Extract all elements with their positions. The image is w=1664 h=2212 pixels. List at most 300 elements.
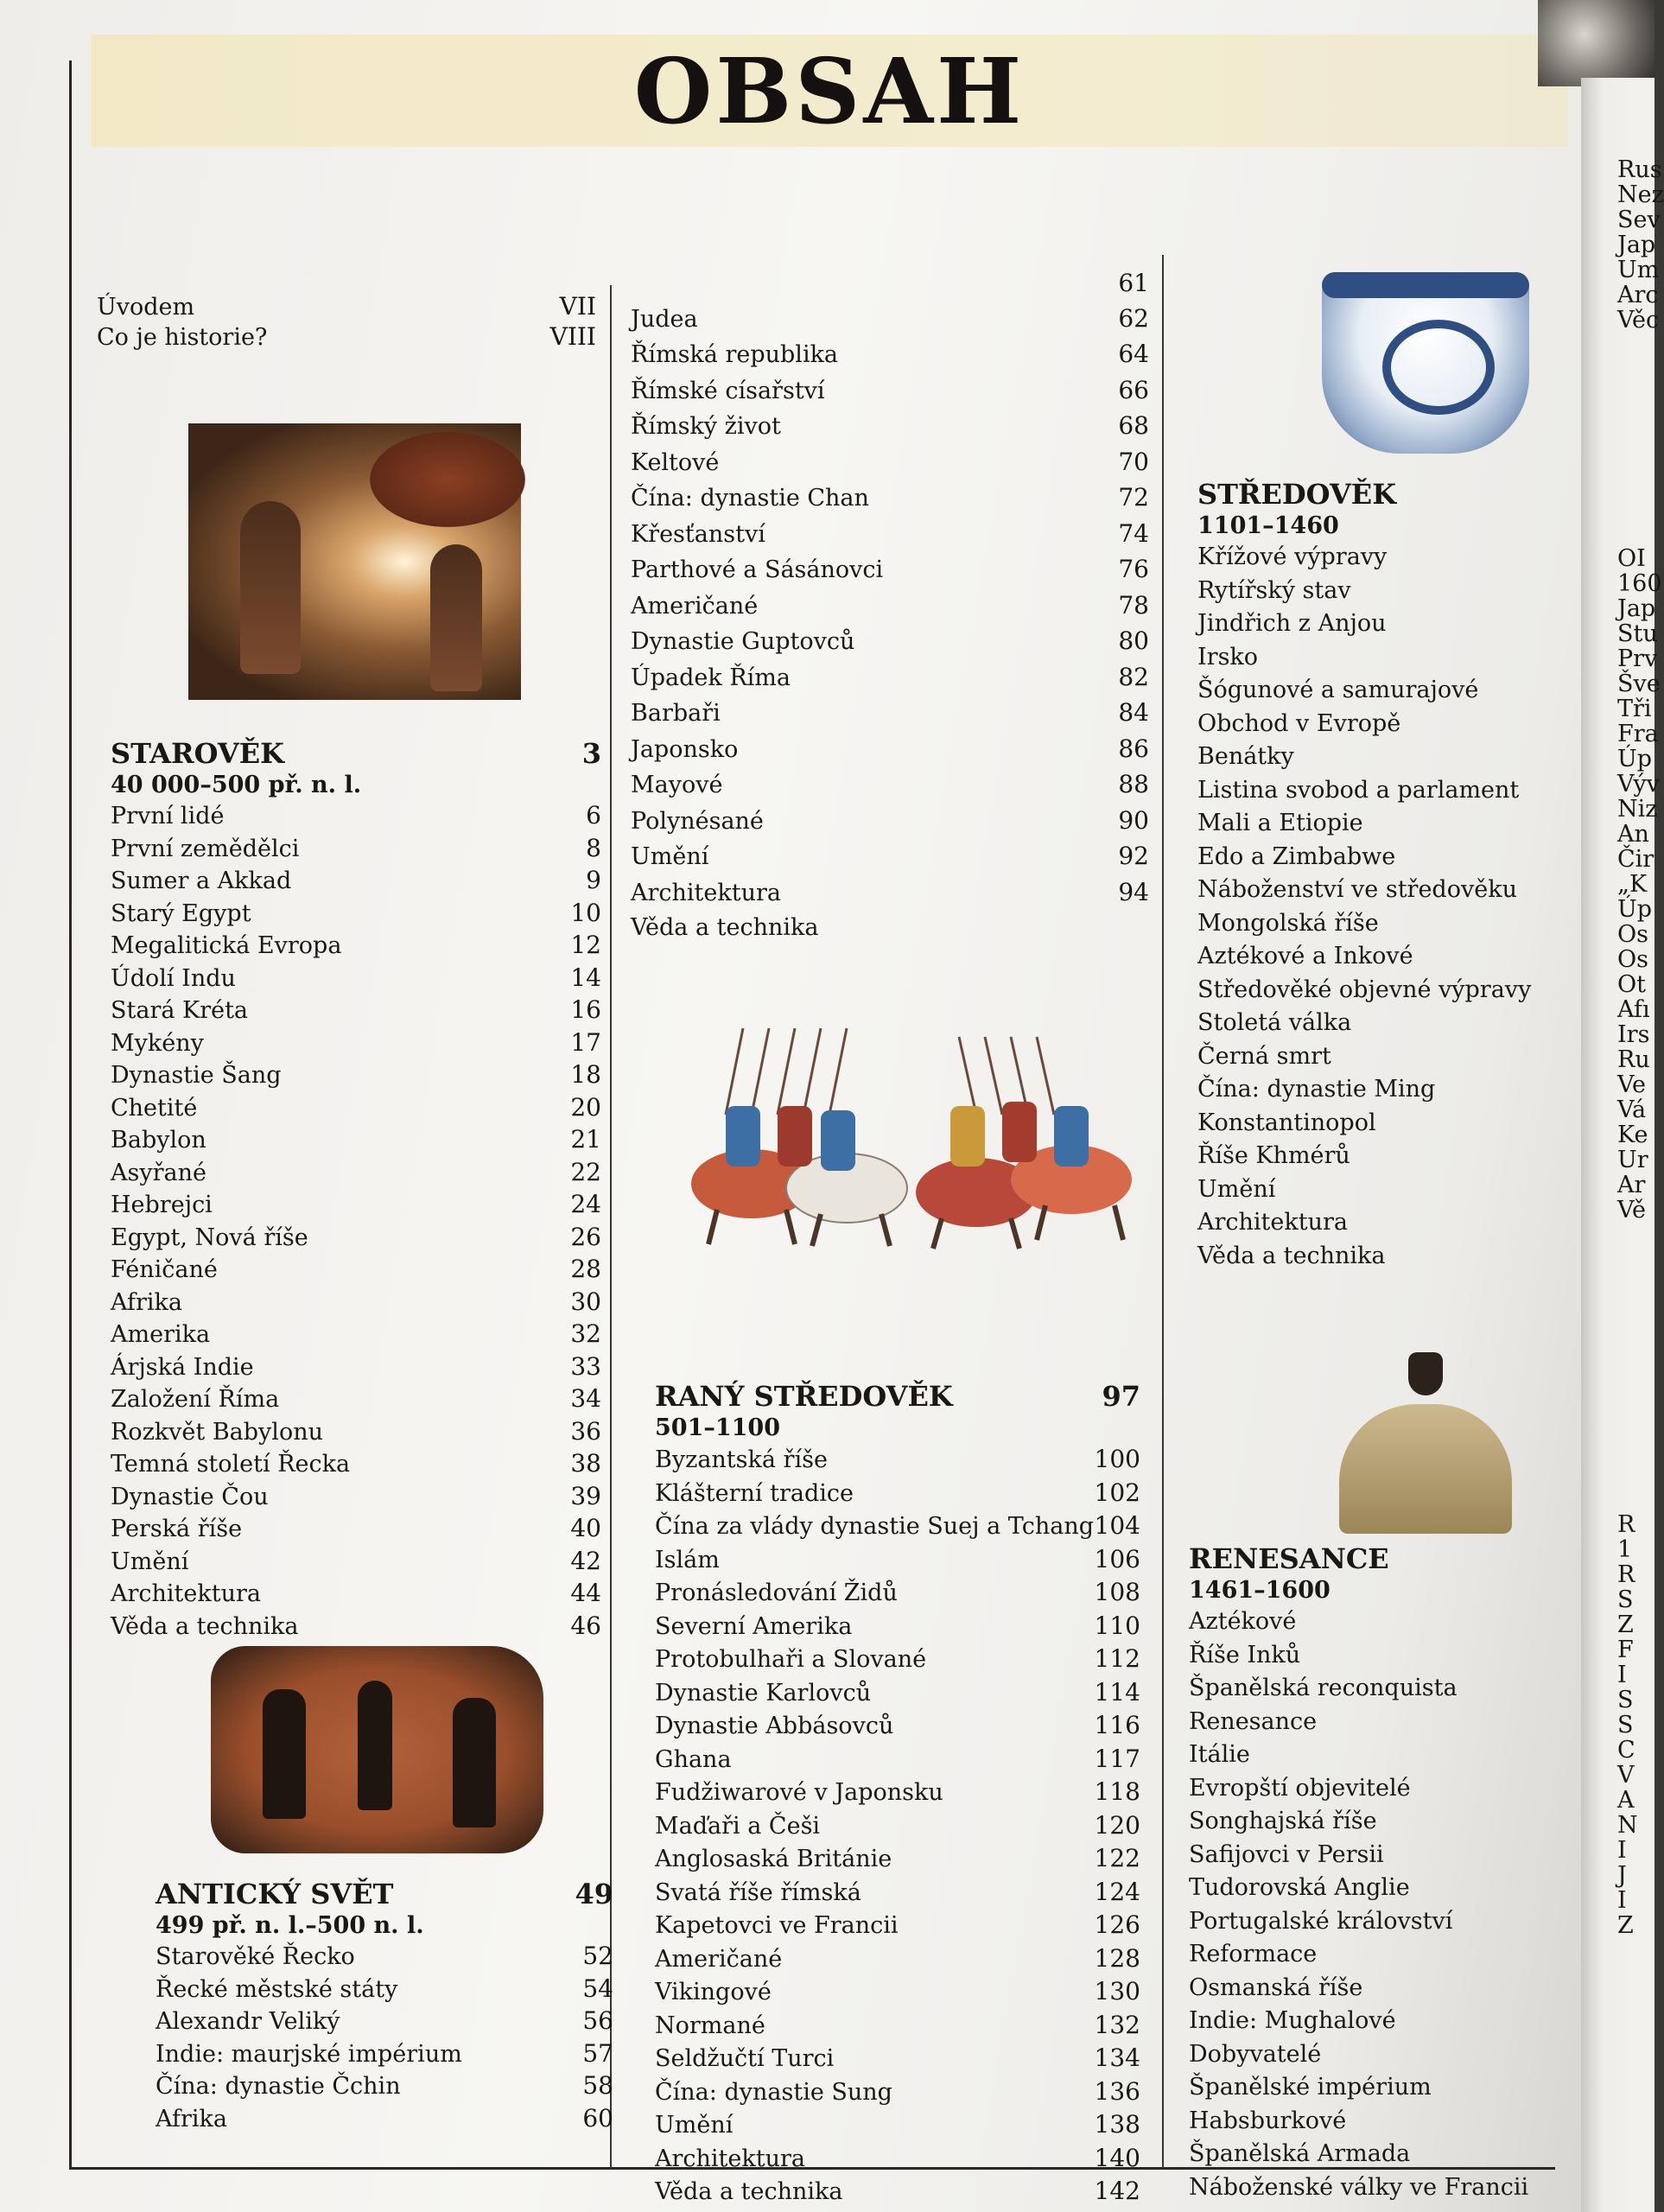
- toc-entry-label: Konstantinopol: [1197, 1109, 1376, 1136]
- fur-background: [1538, 0, 1654, 86]
- section-renesance: [1189, 1541, 1560, 2204]
- toc-entry-page: 76: [1118, 555, 1149, 583]
- toc-entry-page: 34: [570, 1384, 601, 1413]
- toc-entry-page: 130: [1094, 1977, 1140, 2005]
- toc-entry: [1197, 708, 1560, 741]
- toc-entry-label: Úpadek Říma: [631, 664, 791, 691]
- toc-entry: [111, 1416, 601, 1449]
- toc-entry-label: Dynastie Šang: [111, 1062, 282, 1089]
- toc-entry-label: Protobulhaři a Slované: [655, 1646, 927, 1673]
- next-page-entry: F: [1617, 1637, 1634, 1663]
- toc-entry: [1197, 741, 1560, 774]
- section-title-row: [655, 1379, 1140, 1414]
- section-range: 1461–1600: [1189, 1577, 1331, 1604]
- toc-entry: [111, 833, 601, 866]
- toc-entry-label: Aztékové a Inkové: [1197, 943, 1413, 969]
- toc-entry-label: Rozkvět Babylonu: [111, 1418, 323, 1446]
- toc-entry: [655, 1842, 1140, 1876]
- toc-entry-page: 140: [1094, 2143, 1140, 2172]
- toc-entry: [655, 1443, 1140, 1477]
- section-title: RENESANCE: [1189, 1542, 1389, 1575]
- toc-entry-page: 14: [570, 963, 601, 992]
- toc-entry-page: 74: [1118, 518, 1149, 548]
- page-title: OBSAH: [633, 37, 1026, 144]
- toc-entry-label: Itálie: [1189, 1741, 1250, 1768]
- toc-entry: [1197, 774, 1560, 808]
- toc-entry-page: 92: [1118, 842, 1149, 870]
- next-page-entry: Os: [1617, 946, 1648, 973]
- toc-entry-label: Judea: [631, 305, 698, 333]
- human-figure: [430, 544, 482, 691]
- toc-entry-label: Indie: Mughalové: [1189, 2007, 1396, 2034]
- next-page-entry: „K: [1617, 871, 1648, 898]
- toc-entry-label: Mayové: [631, 772, 723, 798]
- toc-entry: [1189, 2105, 1560, 2139]
- toc-entry: [111, 1027, 601, 1060]
- toc-entry: [1197, 674, 1560, 708]
- next-page-entry: Ve: [1617, 1071, 1646, 1098]
- next-page-entry: Úp: [1617, 896, 1653, 923]
- next-page-entry: Čir: [1617, 846, 1654, 873]
- toc-entry-label: Egypt, Nová říše: [111, 1224, 308, 1251]
- next-page-entry: Ur: [1617, 1147, 1648, 1173]
- toc-entry-page: 40: [570, 1514, 601, 1542]
- toc-entry-label: Čína: dynastie Sung: [655, 2078, 892, 2106]
- toc-entry-page: 80: [1118, 626, 1149, 655]
- toc-entry: [111, 1481, 601, 1514]
- toc-list-starovek: [111, 800, 601, 1643]
- toc-entry-label: Architektura: [655, 2145, 805, 2172]
- toc-entry: [655, 1942, 1140, 1976]
- toc-entry-page: 33: [570, 1351, 601, 1381]
- section-rany: [655, 1379, 1140, 2209]
- toc-entry: [655, 1809, 1140, 1843]
- next-page-entry: Fra: [1617, 721, 1659, 747]
- toc-entry-label: Španělská reconquista: [1189, 1675, 1458, 1701]
- toc-entry: [1189, 1605, 1560, 1639]
- toc-entry: [631, 911, 1149, 946]
- toc-entry-page: 90: [1118, 805, 1149, 835]
- next-page-entry: Ar: [1617, 1172, 1646, 1198]
- toc-entry: [156, 2005, 613, 2038]
- next-page-entry: C: [1617, 1737, 1635, 1764]
- toc-entry-page: 94: [1118, 877, 1149, 906]
- toc-entry-label: Křížové výpravy: [1197, 543, 1388, 570]
- next-page-entry: Z: [1617, 1912, 1634, 1939]
- toc-entry-page: 12: [570, 931, 601, 959]
- next-page-entry: V: [1617, 1762, 1635, 1789]
- toc-entry: [111, 1222, 601, 1255]
- toc-entry: [1189, 1872, 1560, 1905]
- toc-entry: [111, 995, 601, 1027]
- toc-entry-page: 122: [1094, 1844, 1140, 1872]
- next-page-entry: Vě: [1617, 1197, 1646, 1224]
- toc-entry-page: 136: [1094, 2076, 1140, 2106]
- toc-entry: [111, 1578, 601, 1611]
- toc-entry-page: 61: [1118, 269, 1149, 297]
- next-page-entry: Ru: [1617, 1046, 1650, 1073]
- toc-entry-page: 10: [570, 898, 601, 927]
- toc-entry-page: 120: [1094, 1810, 1140, 1840]
- section-range: 1101–1460: [1197, 512, 1339, 539]
- toc-entry: [1189, 1738, 1560, 1772]
- toc-entry-label: Byzantská říše: [655, 1446, 828, 1473]
- toc-entry-label: Mali a Etiopie: [1197, 810, 1363, 836]
- toc-entry: [1197, 1206, 1560, 1240]
- toc-entry: [1197, 874, 1560, 907]
- next-page-entry: Tři: [1617, 696, 1652, 722]
- toc-entry: [111, 1059, 601, 1092]
- next-page-entry: Věc: [1617, 307, 1660, 334]
- toc-entry-label: Kapetovci ve Francii: [655, 1912, 899, 1939]
- toc-entry: [1189, 1672, 1560, 1706]
- toc-entry: [631, 373, 1149, 410]
- toc-entry-label: Temná století Řecka: [111, 1451, 351, 1478]
- toc-entry-page: 102: [1094, 1478, 1140, 1507]
- next-page-list-mid: [1617, 546, 1662, 1223]
- toc-entry-label: Dynastie Čou: [111, 1483, 269, 1510]
- toc-entry-label: Američané: [655, 1945, 783, 1973]
- next-page-entry: Šve: [1617, 671, 1661, 697]
- toc-entry-label: Architektura: [631, 879, 781, 906]
- samurai-robe: [1339, 1404, 1512, 1534]
- toc-entry-label: První zemědělci: [111, 835, 300, 862]
- toc-entry: [655, 2009, 1140, 2043]
- toc-entry: [631, 624, 1149, 660]
- vase-figure: [453, 1698, 496, 1827]
- toc-entry-label: Ghana: [655, 1745, 732, 1773]
- toc-entry-label: Megalitická Evropa: [111, 932, 342, 959]
- toc-entry: [1189, 2005, 1560, 2038]
- next-page-entry: Výv: [1617, 771, 1660, 798]
- toc-list-anticky: [156, 1941, 613, 2135]
- toc-entry: [1197, 841, 1560, 874]
- toc-entry-label: Aztékové: [1189, 1608, 1297, 1635]
- toc-entry: [631, 337, 1149, 373]
- toc-entry: [1189, 1938, 1560, 1972]
- section-page: 49: [575, 1878, 613, 1910]
- toc-entry-label: Vikingové: [655, 1979, 772, 2005]
- section-starovek: [111, 736, 601, 1643]
- toc-entry-page: 108: [1094, 1578, 1140, 1606]
- toc-entry: [655, 1510, 1140, 1543]
- toc-entry-label: Klášterní tradice: [655, 1479, 854, 1507]
- toc-entry-label: Barbaři: [631, 700, 721, 727]
- toc-entry-label: Věda a technika: [655, 2178, 843, 2205]
- toc-entry-label: Irsko: [1197, 643, 1259, 671]
- toc-entry: [631, 839, 1149, 875]
- next-page-entry: Úp: [1617, 746, 1653, 772]
- toc-entry-label: Věda a technika: [1197, 1242, 1386, 1269]
- toc-entry-label: Seldžučtí Turci: [655, 2045, 835, 2072]
- toc-entry-label: Římský život: [631, 413, 781, 440]
- toc-entry-label: Perská říše: [111, 1516, 243, 1542]
- next-page-entry: An: [1617, 821, 1649, 848]
- toc-entry: [1189, 2138, 1560, 2171]
- toc-entry: [111, 1319, 601, 1351]
- toc-entry: [111, 1351, 601, 1384]
- section-page: 3: [581, 737, 601, 770]
- section-anticky-continued: [631, 266, 1149, 946]
- toc-entry: [1197, 807, 1560, 841]
- toc-entry: [1189, 2171, 1560, 2205]
- toc-entry-page: 22: [570, 1157, 601, 1186]
- toc-entry: [156, 1941, 613, 1974]
- toc-entry-label: Španělské impérium: [1189, 2074, 1432, 2101]
- toc-entry: [655, 1876, 1140, 1910]
- section-title: ANTICKÝ SVĚT: [156, 1878, 394, 1910]
- toc-entry-label: Amerika: [111, 1321, 211, 1348]
- greek-vase-painting-image: [211, 1646, 543, 1853]
- toc-entry-label: Dynastie Guptovců: [631, 628, 855, 655]
- toc-entry: [111, 1287, 601, 1319]
- toc-entry: [631, 517, 1149, 553]
- section-title-row: [156, 1877, 613, 1911]
- toc-entry: [1189, 1706, 1560, 1739]
- toc-entry-page: 39: [570, 1481, 601, 1510]
- toc-entry: [655, 2175, 1140, 2209]
- toc-entry: [655, 2142, 1140, 2176]
- toc-entry-label: První lidé: [111, 803, 225, 830]
- toc-entry-page: 42: [570, 1546, 601, 1575]
- bison-figure: [370, 432, 525, 527]
- toc-list-stredovek: [1197, 541, 1560, 1273]
- toc-entry-label: Šógunové a samurajové: [1197, 677, 1479, 703]
- toc-entry-label: Dobyvatelé: [1189, 2040, 1322, 2068]
- toc-entry-label: Věda a technika: [631, 914, 819, 941]
- section-range: 40 000–500 př. n. l.: [111, 772, 362, 798]
- toc-entry-page: 110: [1094, 1611, 1140, 1640]
- toc-entry-page: 66: [1118, 375, 1149, 404]
- section-page: 97: [1102, 1380, 1140, 1413]
- column-1: [97, 292, 596, 353]
- toc-entry-page: 70: [1118, 447, 1149, 476]
- toc-entry-label: Afrika: [111, 1288, 183, 1316]
- toc-entry: [655, 1776, 1140, 1809]
- next-page-entry: I: [1617, 1837, 1627, 1864]
- toc-entry-label: Habsburkové: [1189, 2107, 1347, 2134]
- toc-entry-label: Pronásledování Židů: [655, 1580, 898, 1606]
- toc-entry: [1197, 1040, 1560, 1074]
- toc-entry-label: Úvodem: [97, 294, 195, 321]
- toc-entry-label: Řecké městské státy: [156, 1975, 398, 2003]
- toc-entry-label: Polynésané: [631, 807, 764, 835]
- toc-entry-label: Rytířský stav: [1197, 576, 1351, 604]
- toc-entry-page: 36: [570, 1416, 601, 1446]
- next-page-entry: Jap: [1617, 595, 1656, 622]
- column-divider-2: [1162, 255, 1164, 2169]
- toc-entry: [631, 732, 1149, 768]
- toc-entry-label: Co je historie?: [97, 324, 268, 351]
- toc-entry: [111, 1513, 601, 1546]
- cave-painting-image: [188, 423, 521, 700]
- toc-entry-page: VII: [559, 292, 596, 321]
- toc-entry: [97, 292, 596, 322]
- section-title: STŘEDOVĚK: [1197, 478, 1396, 511]
- next-page-entry: Stu: [1617, 620, 1658, 647]
- toc-entry-page: 78: [1118, 590, 1149, 620]
- toc-entry-label: Anglosaská Británie: [655, 1846, 892, 1872]
- toc-entry-label: Říše Inků: [1189, 1641, 1301, 1669]
- toc-entry-label: Obchod v Evropě: [1197, 709, 1401, 737]
- toc-entry-label: Hebrejci: [111, 1192, 213, 1218]
- toc-entry-label: Středověké objevné výpravy: [1197, 976, 1532, 1003]
- next-page-entry: I: [1617, 1887, 1627, 1914]
- toc-entry: [655, 1975, 1140, 2009]
- toc-entry: [1197, 974, 1560, 1007]
- next-page-entry: S: [1617, 1712, 1634, 1738]
- horsemen-illustration-image: [691, 1020, 1149, 1253]
- next-page-entry: Sev: [1617, 207, 1661, 233]
- toc-entry-page: 138: [1094, 2110, 1140, 2139]
- toc-entry-page: 100: [1094, 1445, 1140, 1473]
- toc-entry-label: Španělská Armada: [1189, 2140, 1411, 2167]
- toc-entry: [655, 2075, 1140, 2109]
- toc-entry-page: 106: [1094, 1544, 1140, 1573]
- toc-entry-label: Benátky: [1197, 743, 1294, 770]
- section-title: RANÝ STŘEDOVĚK: [655, 1380, 953, 1413]
- next-page-entry: Ke: [1617, 1122, 1648, 1148]
- toc-entry: [1189, 1839, 1560, 1872]
- section-range: 499 př. n. l.–500 n. l.: [156, 1912, 424, 1939]
- toc-entry: [631, 480, 1149, 517]
- toc-entry: [631, 445, 1149, 481]
- toc-entry: [631, 588, 1149, 625]
- toc-entry-page: 32: [570, 1319, 601, 1348]
- toc-entry-page: 114: [1094, 1677, 1140, 1707]
- toc-entry-label: Čína: dynastie Čchin: [156, 2073, 401, 2100]
- bowl-rim: [1322, 272, 1529, 298]
- toc-entry-page: 86: [1118, 734, 1149, 763]
- next-page-entry: R: [1617, 1561, 1635, 1588]
- toc-entry-page: 124: [1094, 1877, 1140, 1906]
- toc-entry-label: Portugalské království: [1189, 1907, 1453, 1935]
- vase-figure: [263, 1689, 306, 1819]
- next-page-entry: Niz: [1617, 796, 1658, 823]
- next-page-entry: Arc: [1617, 282, 1659, 308]
- section-title: STAROVĚK: [111, 737, 284, 770]
- toc-entry: [111, 800, 601, 833]
- toc-entry-page: 134: [1094, 2044, 1140, 2072]
- toc-entry: [1197, 1240, 1560, 1274]
- toc-entry-label: Mykény: [111, 1029, 204, 1057]
- toc-entry: [156, 2103, 613, 2136]
- toc-entry-label: Římská republika: [631, 341, 839, 368]
- toc-entry-label: Svatá říše římská: [655, 1878, 861, 1906]
- toc-entry-label: Američané: [631, 592, 759, 620]
- toc-list-rany: [655, 1443, 1140, 2209]
- toc-entry: [1197, 1140, 1560, 1173]
- toc-entry-label: Sumer a Akkad: [111, 868, 292, 894]
- toc-entry: [655, 1676, 1140, 1710]
- next-page-entry: S: [1617, 1687, 1634, 1713]
- toc-entry: [1189, 1772, 1560, 1806]
- next-page-entry: 1: [1617, 1536, 1633, 1563]
- toc-entry-label: Indie: maurjské impérium: [156, 2040, 462, 2068]
- title-banner: [91, 35, 1568, 147]
- toc-entry-page: 84: [1118, 698, 1149, 727]
- toc-entry-page: 58: [582, 2071, 613, 2100]
- toc-entry: [1189, 1805, 1560, 1839]
- next-page-entry: Vá: [1617, 1096, 1647, 1123]
- toc-entry-page: 60: [582, 2103, 613, 2133]
- toc-entry-label: Údolí Indu: [111, 964, 236, 992]
- toc-entry-page: 54: [582, 1974, 613, 2003]
- toc-entry-page: 132: [1094, 2010, 1140, 2039]
- toc-entry: [1197, 575, 1560, 608]
- toc-entry-page: 88: [1118, 770, 1149, 798]
- toc-entry-label: Tudorovská Anglie: [1189, 1874, 1410, 1901]
- toc-entry-label: Založení Říma: [111, 1386, 280, 1413]
- next-page-entry: OI: [1617, 545, 1646, 572]
- toc-entry-label: Čína: dynastie Chan: [631, 485, 869, 512]
- section-title-row: [111, 736, 601, 771]
- toc-entry-label: Černá smrt: [1197, 1042, 1331, 1070]
- toc-entry-label: Římské císařství: [631, 377, 825, 404]
- section-anticky: [156, 1877, 613, 2135]
- toc-entry-label: Umění: [111, 1548, 189, 1575]
- toc-entry-page: 118: [1094, 1777, 1140, 1806]
- human-figure: [240, 501, 301, 674]
- toc-entry-label: Náboženství ve středověku: [1197, 876, 1517, 903]
- samurai-head: [1408, 1352, 1443, 1395]
- toc-entry-page: 16: [570, 995, 601, 1024]
- toc-entry: [655, 1643, 1140, 1676]
- toc-entry: [1189, 2071, 1560, 2105]
- toc-entry-page: 24: [570, 1190, 601, 1218]
- toc-entry-page: 68: [1118, 411, 1149, 440]
- toc-entry-page: 6: [586, 801, 601, 830]
- next-page-entry: N: [1617, 1812, 1638, 1839]
- toc-entry-label: Árjská Indie: [111, 1353, 254, 1381]
- toc-entry: [1197, 641, 1560, 675]
- toc-entry-label: Fudžiwarové v Japonsku: [655, 1779, 943, 1806]
- intro-list: [97, 292, 596, 353]
- toc-entry-label: Asyřané: [111, 1159, 206, 1186]
- toc-entry: [655, 2108, 1140, 2142]
- toc-entry-page: 17: [570, 1027, 601, 1057]
- toc-entry-page: 126: [1094, 1910, 1140, 1939]
- toc-list-renesance: [1189, 1605, 1560, 2204]
- toc-entry-label: Chetité: [111, 1094, 198, 1122]
- toc-entry-label: Architektura: [111, 1580, 261, 1607]
- toc-list-anticky-continued: [631, 266, 1149, 946]
- vase-figure: [358, 1681, 392, 1810]
- toc-entry-page: 117: [1094, 1744, 1140, 1773]
- toc-entry: [111, 1124, 601, 1157]
- toc-entry: [655, 1477, 1140, 1510]
- ming-bowl-image: [1322, 272, 1529, 454]
- toc-entry-label: Renesance: [1189, 1707, 1318, 1735]
- toc-entry: [631, 696, 1149, 732]
- toc-entry: [111, 1254, 601, 1287]
- toc-entry: [156, 2038, 613, 2071]
- toc-entry-label: Songhajská říše: [1189, 1808, 1377, 1834]
- toc-entry-label: Maďaři a Češi: [655, 1812, 821, 1840]
- toc-entry-page: 46: [570, 1611, 601, 1640]
- toc-entry-page: 28: [570, 1255, 601, 1283]
- next-page-entry: Jap: [1617, 232, 1656, 258]
- toc-entry-page: 57: [582, 2038, 613, 2068]
- toc-entry: [1189, 1905, 1560, 1939]
- toc-entry: [655, 1909, 1140, 1942]
- next-page-entry: Um: [1617, 257, 1660, 283]
- toc-entry-label: Edo a Zimbabwe: [1197, 842, 1396, 870]
- toc-entry: [1189, 1972, 1560, 2005]
- toc-entry-page: 142: [1094, 2177, 1140, 2205]
- toc-entry: [111, 930, 601, 963]
- toc-entry: [1197, 907, 1560, 941]
